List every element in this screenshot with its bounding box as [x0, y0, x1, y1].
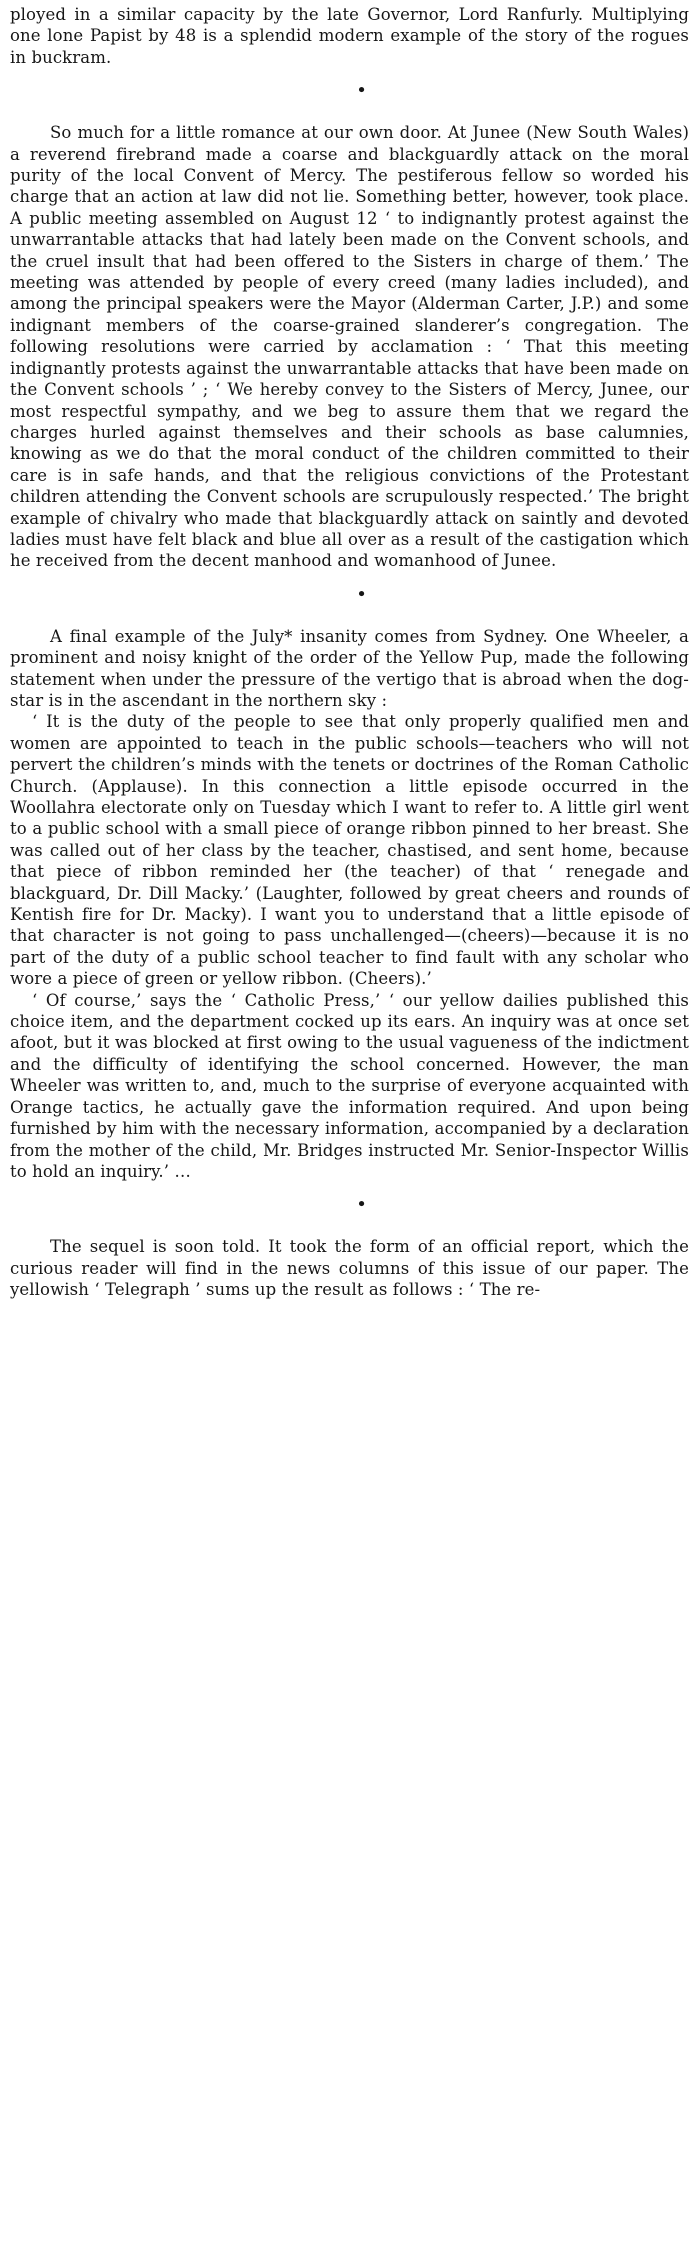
- separator-dot: •: [356, 1194, 367, 1216]
- paragraph-continuation: ployed in a similar capacity by the late Governor, Lord Ranfurly. Multiplying one lone Papist by 48 is a splendid modern example of the story of the rogues in buckram.: [10, 5, 689, 67]
- section-separator: [10, 583, 689, 605]
- separator-dot: •: [356, 583, 367, 605]
- section-separator: [10, 82, 689, 100]
- separator-dot: •: [356, 80, 367, 102]
- section-separator: [10, 1196, 689, 1214]
- paragraph-sydney: A final example of the July* insanity comes from Sydney. One Wheeler, a prominent and noisy knight of the order of the Yellow Pup, made the following statement when under the pressure of the vertigo that is abroad when the dog-star is in the ascendant in the northern sky :: [10, 626, 689, 710]
- paragraph-sequel: The sequel is soon told. It took the form of an official report, which the curious reader will find in the news columns of this issue of our paper. The yellowish ‘ Telegraph ’ sums up the result as follows : ‘ The re-: [10, 1237, 689, 1300]
- paragraph-junee: So much for a little romance at our own door. At Junee (New South Wales) a reverend firebrand made a coarse and blackguardly attack on the moral purity of the local Convent of Mercy. The pestiferous fellow so worded his charge that an action at law did not lie. Something better, however, took place. A public meeting assembled on August 12 ‘ to indignantly protest against the unwarrantable attacks that had lately been made on the Convent schools, and the cruel insult that had been offered to the Sisters in charge of them.’ The meeting was attended by people of every creed (many ladies included), and among the principal speakers were the Mayor (Alderman Carter, J.P.) and some indignant members of the coarse-grained slanderer’s congregation. The following resolutions were carried by acclamation : ‘ That this meeting indignantly protests against the unwarrantable attacks that have been made on the Convent schools ’ ; ‘ We hereby convey to the Sisters of Mercy, Junee, our most respectful sympathy, and we beg to assure them that we regard the charges hurled against themselves and their schools as base calumnies, knowing as we do that the moral conduct of the children committed to their care is in safe hands, and that the religious convictions of the Protestant children attending the Convent schools are scrupulously respected.’ The bright example of chivalry who made that blackguardly attack on saintly and devoted ladies must have felt black and blue all over as a result of the castigation which he received from the decent manhood and womanhood of Junee.: [10, 123, 689, 571]
- paragraph-wheeler-quote: ‘ It is the duty of the people to see that only properly qualified men and women are appointed to teach in the public schools—teachers who will not pervert the children’s minds with the tenets or doctrines of the Roman Catholic Church. (Applause). In this connection a little episode occurred in the Woollahra electorate only on Tuesday which I want to refer to. A little girl went to a public school with a small piece of orange ribbon pinned to her breast. She was called out of her class by the teacher, chastised, and sent home, because that piece of ribbon reminded her (the teacher) of that ‘ renegade and blackguard, Dr. Dill Macky.’ (Laughter, followed by great cheers and rounds of Kentish fire for Dr. Macky). I want you to understand that a little episode of that character is not going to pass unchallenged—(cheers)—because it is no part of the duty of a public school teacher to find fault with any scholar who wore a piece of green or yellow ribbon. (Cheers).’: [10, 712, 689, 989]
- paragraph-catholic-press-quote: ‘ Of course,’ says the ‘ Catholic Press,’ ‘ our yellow dailies published this choice item, and the department cocked up its ears. An inquiry was at once set afoot, but it was blocked at first owing to the usual vagueness of the indictment and the difficulty of identifying the school concerned. However, the man Wheeler was written to, and, much to the surprise of everyone acquainted with Orange tactics, he actually gave the information required. And upon being furnished by him with the necessary information, accompanied by a declaration from the mother of the child, Mr. Bridges instructed Mr. Senior-Inspector Willis to hold an inquiry.’ …: [10, 990, 689, 1181]
